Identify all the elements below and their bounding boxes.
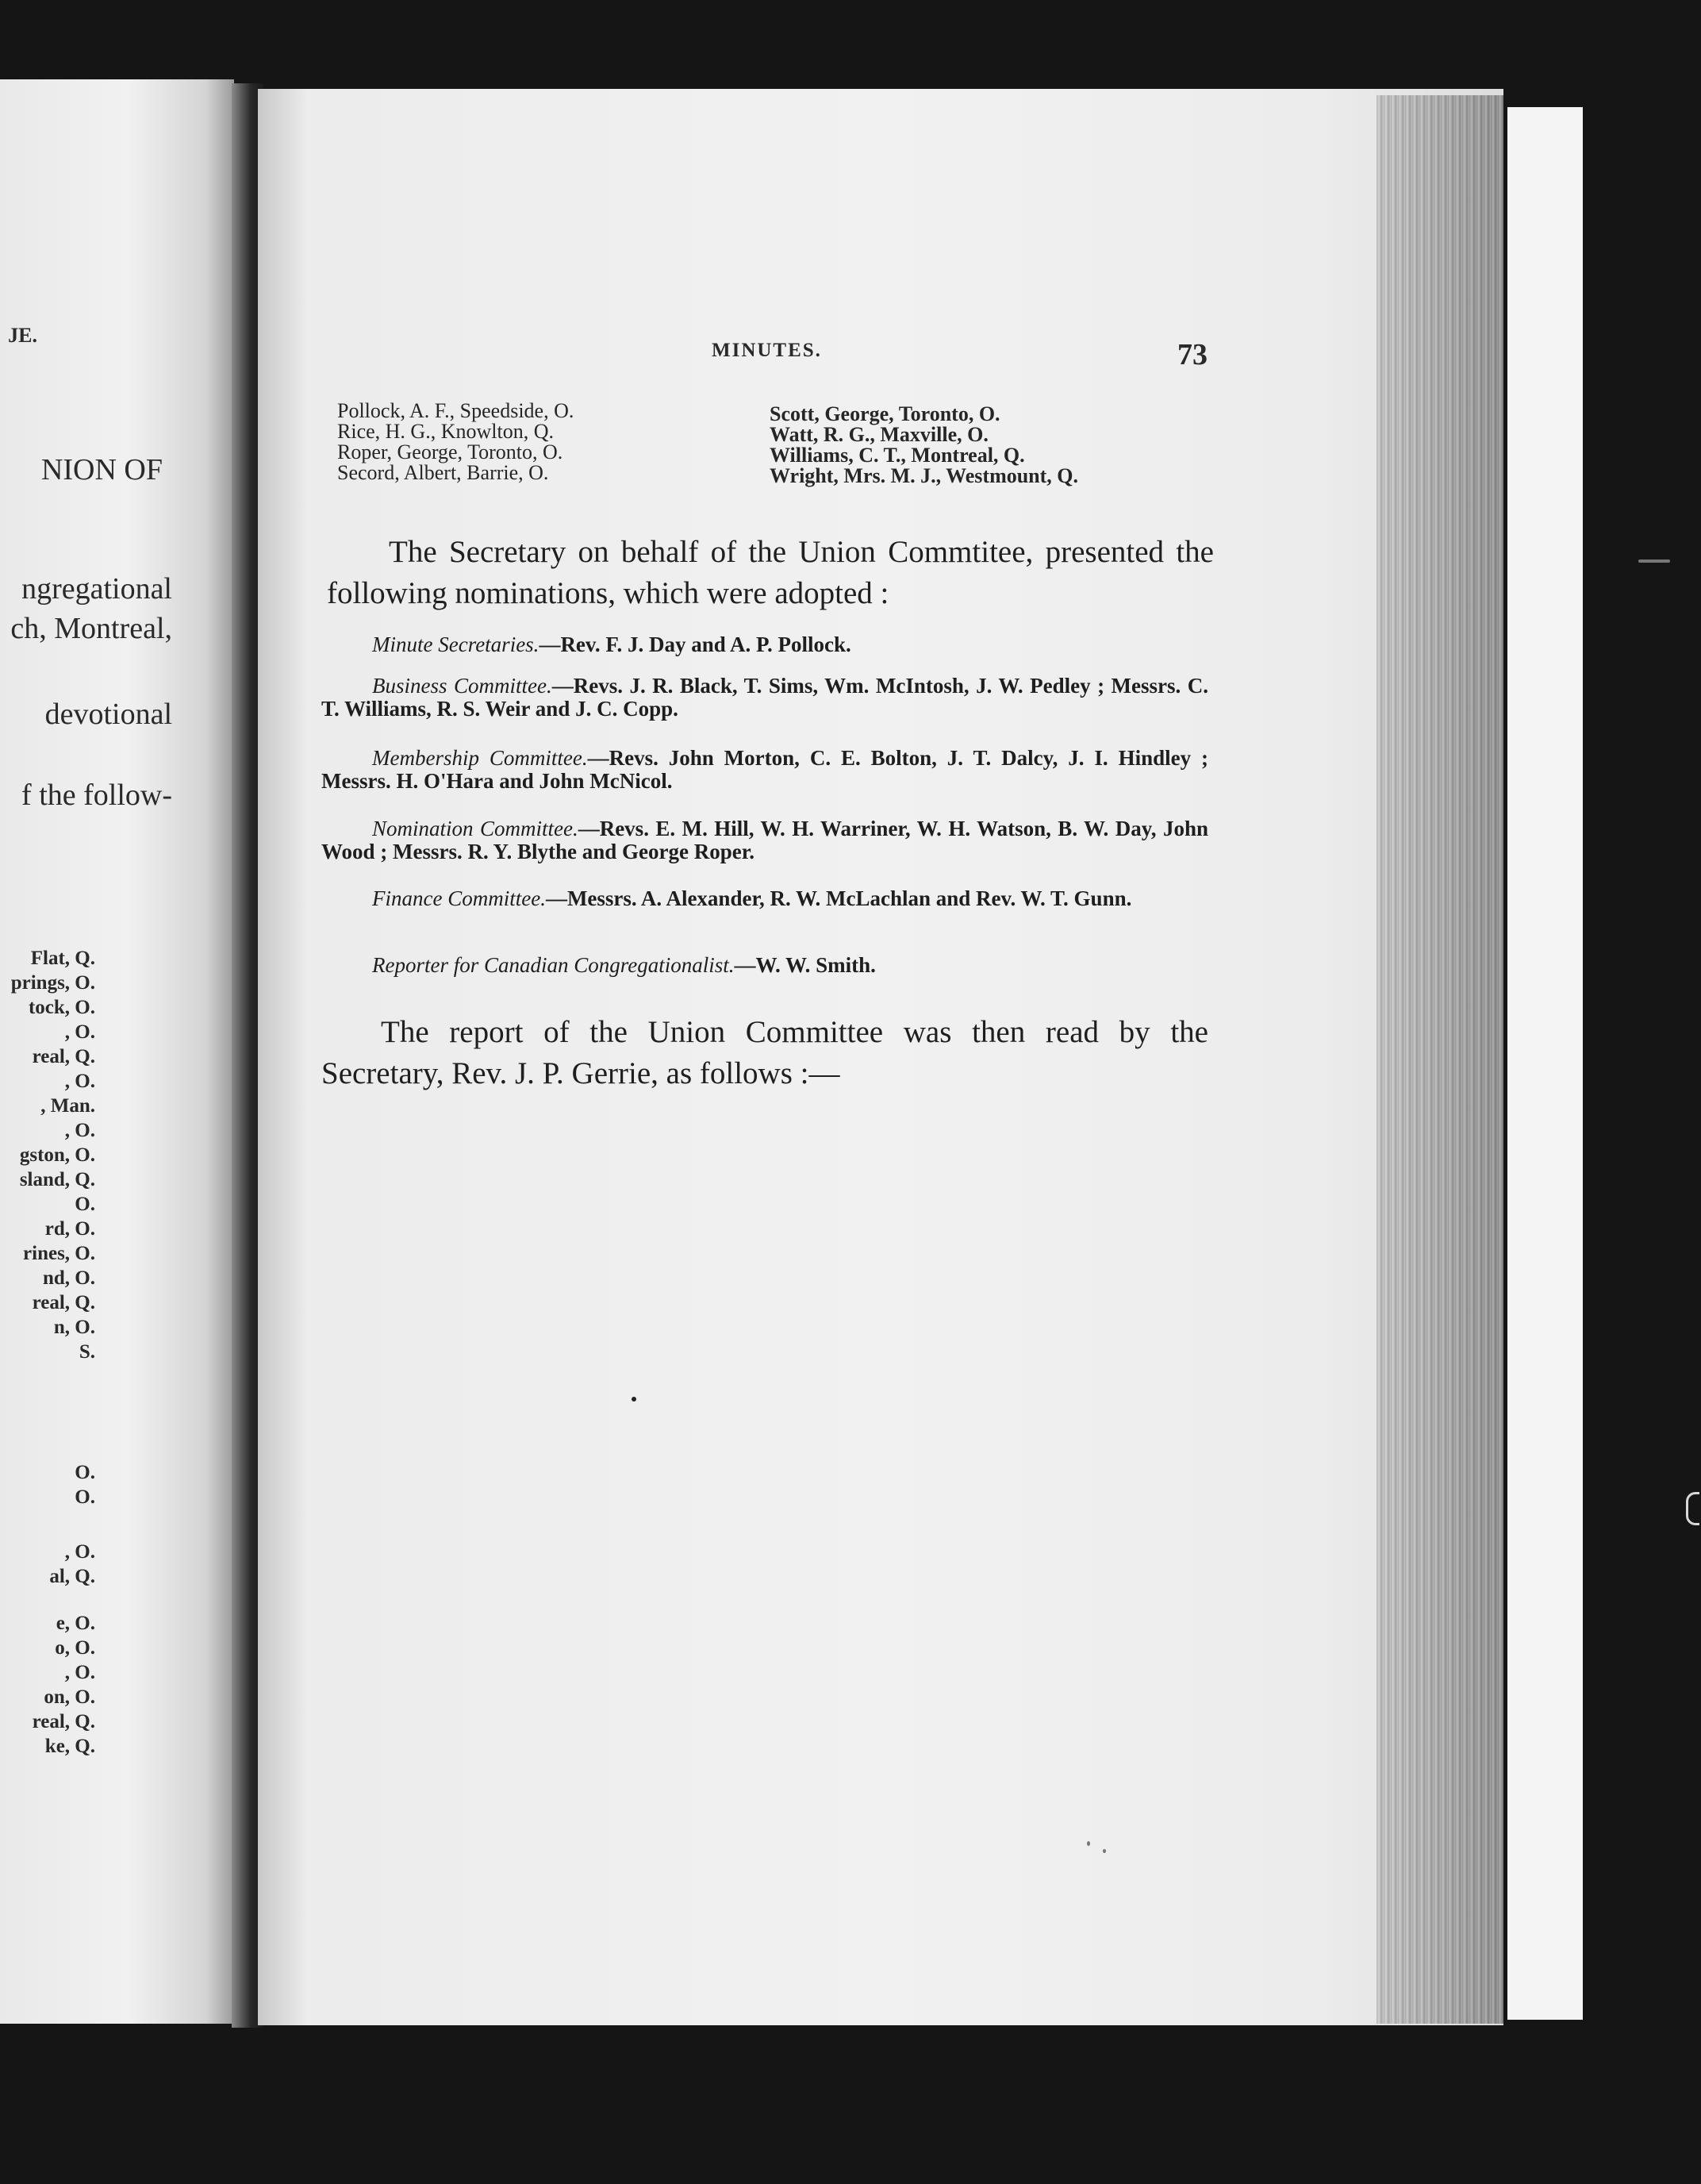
list-item: ke, Q. xyxy=(44,1736,95,1757)
nomination-text: —Messrs. A. Alexander, R. W. McLachlan and Rev. W. T. Gunn. xyxy=(545,886,1132,910)
list-item: sland, Q. xyxy=(19,1169,95,1190)
list-item: nd, O. xyxy=(42,1267,95,1289)
scan-speck xyxy=(1103,1849,1106,1853)
list-item: on, O. xyxy=(44,1686,95,1708)
scan-mark xyxy=(1686,1492,1699,1525)
list-item: e, O. xyxy=(56,1613,95,1634)
page-edges-shade xyxy=(1377,95,1503,2024)
scan-speck xyxy=(632,1397,636,1402)
list-item: gston, O. xyxy=(19,1144,95,1166)
left-page-line: f the follow- xyxy=(21,779,172,812)
nomination-reporter xyxy=(321,954,1208,977)
left-page-list xyxy=(75,1460,95,1509)
list-item: O. xyxy=(75,1194,95,1215)
names-column-left xyxy=(337,401,574,483)
list-item: , Man. xyxy=(40,1095,95,1117)
nomination-membership-committee xyxy=(321,747,1208,793)
nomination-text: —W. W. Smith. xyxy=(734,953,876,977)
name-entry: Wright, Mrs. M. J., Westmount, Q. xyxy=(770,464,1079,487)
list-item: tock, O. xyxy=(28,997,95,1018)
nomination-label: Membership Committee. xyxy=(372,746,588,770)
nomination-text: —Rev. F. J. Day and A. P. Pollock. xyxy=(539,633,851,656)
left-page-line: ngregational xyxy=(21,572,172,606)
list-item: rines, O. xyxy=(23,1243,95,1264)
left-page-line: ch, Montreal, xyxy=(10,612,172,645)
name-entry: Watt, R. G., Maxville, O. xyxy=(770,423,989,446)
page-number: 73 xyxy=(1177,338,1208,371)
list-item: , O. xyxy=(64,1541,95,1563)
nomination-label: Reporter for Canadian Congregationalist. xyxy=(372,953,735,977)
names-column-right xyxy=(770,404,1078,486)
list-item: al, Q. xyxy=(49,1566,95,1587)
list-item: , O. xyxy=(64,1071,95,1092)
left-page xyxy=(0,79,234,2024)
nomination-text: —Revs. E. M. Hill, W. H. Warriner, W. H. Watson, B. W. Day, John Wood ; Messrs. R. Y. Blythe and George Roper. xyxy=(321,817,1208,863)
list-item: real, Q. xyxy=(32,1046,95,1067)
left-page-list xyxy=(49,1540,95,1589)
name-entry: Secord, Albert, Barrie, O. xyxy=(337,461,549,484)
list-item: O. xyxy=(75,1486,95,1508)
left-page-line: devotional xyxy=(44,698,172,731)
nomination-finance-committee xyxy=(321,887,1208,910)
name-entry: Pollock, A. F., Speedside, O. xyxy=(337,399,574,422)
nomination-text: —Revs. J. R. Black, T. Sims, Wm. McIntosh, J. W. Pedley ; Messrs. C. T. Williams, R. S. Weir and J. C. Copp. xyxy=(321,674,1208,721)
list-item: real, Q. xyxy=(32,1711,95,1732)
list-item: prings, O. xyxy=(10,972,95,994)
nomination-label: Nomination Committee. xyxy=(372,817,578,840)
running-head: MINUTES. xyxy=(712,340,822,361)
nomination-business-committee xyxy=(321,675,1208,721)
nomination-minute-secretaries xyxy=(321,633,1208,656)
list-item: O. xyxy=(75,1462,95,1483)
list-item: real, Q. xyxy=(32,1292,95,1313)
left-page-list xyxy=(33,1611,95,1759)
nomination-nomination-committee xyxy=(321,817,1208,863)
name-entry: Roper, George, Toronto, O. xyxy=(337,440,563,463)
list-item: , O. xyxy=(64,1662,95,1683)
left-page-running-head: JE. xyxy=(8,324,37,347)
name-entry: Scott, George, Toronto, O. xyxy=(770,402,1000,425)
name-entry: Williams, C. T., Montreal, Q. xyxy=(770,444,1025,467)
nomination-label: Finance Committee. xyxy=(372,886,546,910)
scan-mark xyxy=(1638,559,1670,563)
nomination-label: Business Committee. xyxy=(372,674,552,698)
list-item: Flat, Q. xyxy=(30,948,95,969)
list-item: n, O. xyxy=(53,1317,95,1338)
list-item: , O. xyxy=(64,1120,95,1141)
list-item: o, O. xyxy=(55,1637,95,1659)
paragraph-nominations-intro: The Secretary on behalf of the Union Commtitee, presented the following nominations, which were adopted : xyxy=(327,535,1214,610)
scan-speck xyxy=(1087,1841,1090,1846)
paragraph-report-intro: The report of the Union Committee was then read by the Secretary, Rev. J. P. Gerrie, as follows :— xyxy=(321,1015,1208,1090)
nomination-text: —Revs. John Morton, C. E. Bolton, J. T. Dalcy, J. I. Hindley ; Messrs. H. O'Hara and John McNicol. xyxy=(321,746,1208,793)
background-strip xyxy=(1507,107,1583,2020)
nomination-label: Minute Secretaries. xyxy=(372,633,539,656)
name-entry: Rice, H. G., Knowlton, Q. xyxy=(337,420,554,443)
left-page-list xyxy=(11,946,95,1364)
left-page-heading: NION OF xyxy=(40,453,163,486)
list-item: , O. xyxy=(64,1021,95,1043)
list-item: rd, O. xyxy=(44,1218,95,1240)
list-item: S. xyxy=(79,1341,95,1363)
